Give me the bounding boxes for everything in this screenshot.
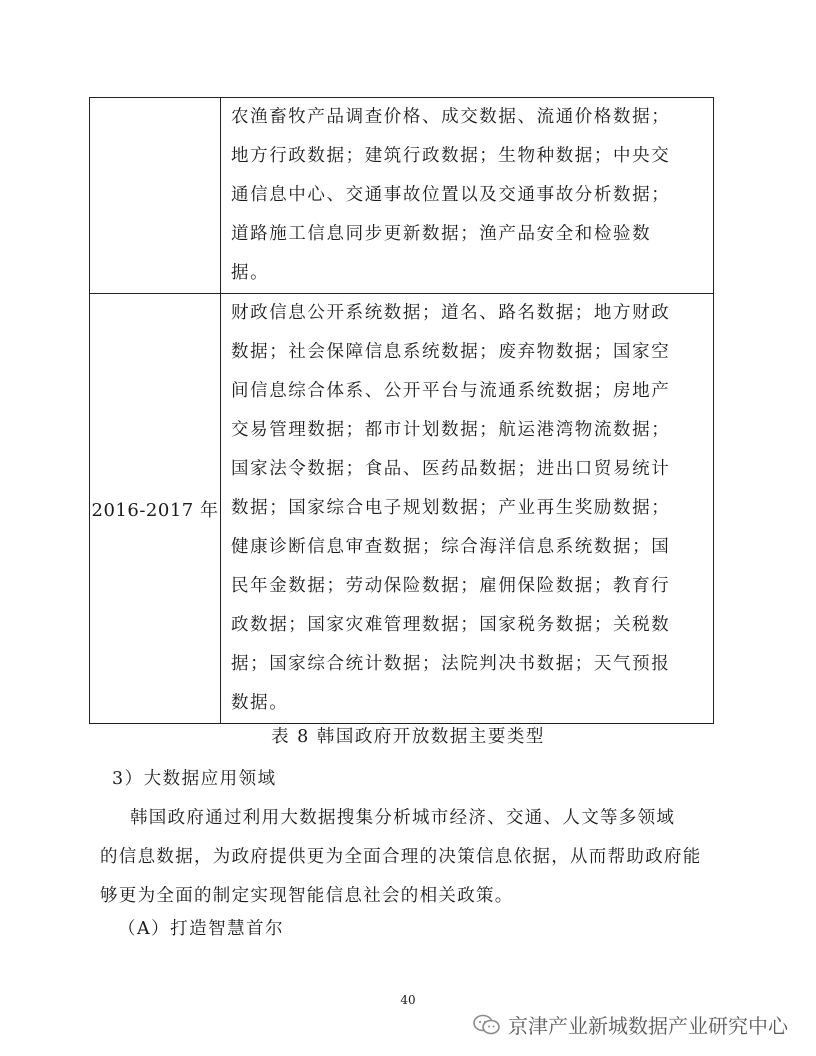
- paragraph-line: 的信息数据，为政府提供更为全面合理的决策信息依据，从而帮助政府能: [100, 847, 702, 867]
- watermark: [472, 1010, 788, 1039]
- content-line: 财政信息公开系统数据；道名、路名数据；地方财政: [231, 303, 671, 323]
- content-line: 数据；国家综合电子规划数据；产业再生奖励数据；: [231, 498, 671, 518]
- content-line: 道路施工信息同步更新数据；渔产品安全和检验数: [231, 224, 652, 244]
- page-number: 40: [400, 993, 416, 1007]
- content-line: 地方行政数据；建筑行政数据；生物种数据；中央交: [231, 146, 671, 166]
- content-line: 交易管理数据；都市计划数据；航运港湾物流数据；: [231, 420, 671, 440]
- data-types-table: [89, 97, 714, 724]
- content-line: 国家法令数据；食品、医药品数据；进出口贸易统计: [231, 459, 671, 479]
- paragraph-line: 韩国政府通过利用大数据搜集分析城市经济、交通、人文等多领域: [130, 808, 676, 828]
- content-line: 数据。: [231, 693, 289, 713]
- watermark-text: 京津产业新城数据产业研究中心: [508, 1014, 788, 1038]
- subsection-heading: （A）打造智慧首尔: [118, 919, 285, 939]
- table-row: [90, 98, 714, 294]
- content-line: 据；国家综合统计数据；法院判决书数据；天气预报: [231, 654, 671, 674]
- content-line: 政数据；国家灾难管理数据；国家税务数据；关税数: [231, 615, 671, 635]
- content-line: 健康诊断信息审查数据；综合海洋信息系统数据；国: [231, 537, 671, 557]
- content-cell: [221, 294, 714, 724]
- year-cell: [90, 98, 221, 294]
- body-paragraph: [100, 799, 720, 916]
- content-line: 通信息中心、交通事故位置以及交通事故分析数据；: [231, 185, 671, 205]
- content-line: 数据；社会保障信息系统数据；废弃物数据；国家空: [231, 342, 671, 362]
- content-line: 农渔畜牧产品调查价格、成交数据、流通价格数据；: [231, 107, 671, 127]
- section-heading: 3）大数据应用领域: [112, 769, 277, 789]
- content-line: 据。: [231, 263, 270, 283]
- year-cell: 2016-2017 年: [90, 294, 221, 724]
- content-line: 间信息综合体系、公开平台与流通系统数据；房地产: [231, 381, 671, 401]
- wechat-icon: [472, 1013, 502, 1037]
- paragraph-line: 够更为全面的制定实现智能信息社会的相关政策。: [100, 886, 514, 906]
- table-caption: 表 8 韩国政府开放数据主要类型: [271, 727, 545, 747]
- table-row: [90, 294, 714, 724]
- content-cell: [221, 98, 714, 294]
- content-line: 民年金数据；劳动保险数据；雇佣保险数据；教育行: [231, 576, 671, 596]
